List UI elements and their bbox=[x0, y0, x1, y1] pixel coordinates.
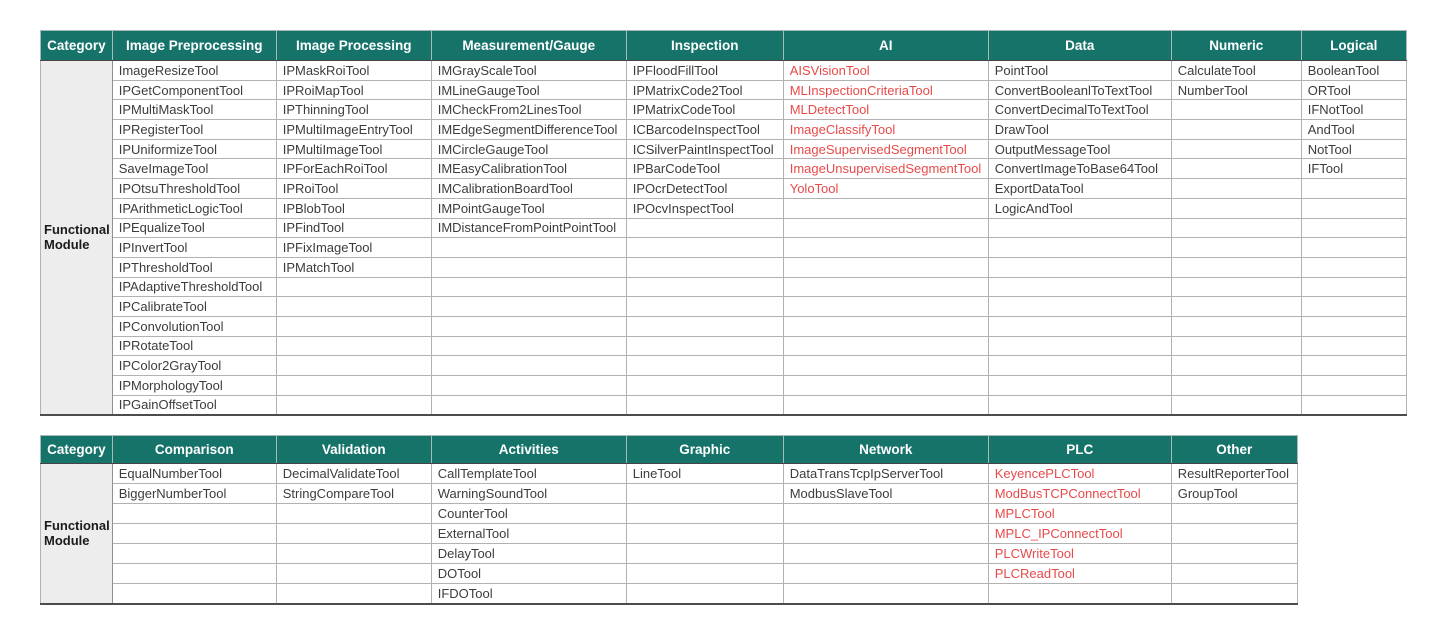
empty-cell bbox=[1171, 316, 1301, 336]
tool-cell-ipthresholdtool: IPThresholdTool bbox=[112, 257, 276, 277]
tool-cell-ipotsuthresholdtool: IPOtsuThresholdTool bbox=[112, 179, 276, 199]
empty-cell bbox=[1171, 395, 1301, 415]
table-row bbox=[41, 356, 1407, 376]
tool-cell-logicandtool: LogicAndTool bbox=[988, 198, 1171, 218]
empty-cell bbox=[112, 524, 276, 544]
empty-cell bbox=[988, 336, 1171, 356]
tool-cell-mlinspectioncriteriatool: MLInspectionCriteriaTool bbox=[783, 80, 988, 100]
table-row bbox=[41, 464, 1298, 484]
empty-cell bbox=[783, 257, 988, 277]
column-header-numeric: Numeric bbox=[1171, 31, 1301, 61]
empty-cell bbox=[988, 257, 1171, 277]
category-cell: Functional Module bbox=[41, 61, 113, 415]
empty-cell bbox=[1171, 277, 1301, 297]
empty-cell bbox=[1171, 120, 1301, 140]
empty-cell bbox=[1301, 316, 1406, 336]
tool-cell-resultreportertool: ResultReporterTool bbox=[1171, 464, 1297, 484]
tool-cell-biggernumbertool: BiggerNumberTool bbox=[112, 484, 276, 504]
tool-cell-impointgaugetool: IMPointGaugeTool bbox=[431, 198, 626, 218]
tool-cell-warningsoundtool: WarningSoundTool bbox=[431, 484, 626, 504]
tool-cell-plcreadtool: PLCReadTool bbox=[988, 564, 1171, 584]
empty-cell bbox=[626, 544, 783, 564]
column-header-comparison: Comparison bbox=[112, 436, 276, 464]
empty-cell bbox=[783, 584, 988, 604]
empty-cell bbox=[626, 504, 783, 524]
tool-cell-dotool: DOTool bbox=[431, 564, 626, 584]
table-row bbox=[41, 139, 1407, 159]
tool-cell-ipmultiimagetool: IPMultiImageTool bbox=[276, 139, 431, 159]
tool-cell-decimalvalidatetool: DecimalValidateTool bbox=[276, 464, 431, 484]
empty-cell bbox=[431, 395, 626, 415]
empty-cell bbox=[276, 277, 431, 297]
table-row bbox=[41, 584, 1298, 604]
empty-cell bbox=[626, 376, 783, 396]
tool-cell-nottool: NotTool bbox=[1301, 139, 1406, 159]
header-row bbox=[41, 31, 1407, 61]
empty-cell bbox=[276, 395, 431, 415]
empty-cell bbox=[431, 277, 626, 297]
tool-cell-ipfiximagetool: IPFixImageTool bbox=[276, 238, 431, 258]
tool-cell-convertdecimaltotexttool: ConvertDecimalToTextTool bbox=[988, 100, 1171, 120]
tool-cell-ipocrdetecttool: IPOcrDetectTool bbox=[626, 179, 783, 199]
empty-cell bbox=[1171, 376, 1301, 396]
empty-cell bbox=[1171, 297, 1301, 317]
tool-cell-ipcalibratetool: IPCalibrateTool bbox=[112, 297, 276, 317]
tool-cell-imageunsupervisedsegmenttool: ImageUnsupervisedSegmentTool bbox=[783, 159, 988, 179]
empty-cell bbox=[783, 395, 988, 415]
tool-cell-plcwritetool: PLCWriteTool bbox=[988, 544, 1171, 564]
column-header-network: Network bbox=[783, 436, 988, 464]
tool-cell-calltemplatetool: CallTemplateTool bbox=[431, 464, 626, 484]
empty-cell bbox=[276, 544, 431, 564]
column-header-inspection: Inspection bbox=[626, 31, 783, 61]
tool-cell-ipmultiimageentrytool: IPMultiImageEntryTool bbox=[276, 120, 431, 140]
empty-cell bbox=[783, 564, 988, 584]
empty-cell bbox=[783, 376, 988, 396]
table-row bbox=[41, 277, 1407, 297]
empty-cell bbox=[1301, 198, 1406, 218]
tool-cell-stringcomparetool: StringCompareTool bbox=[276, 484, 431, 504]
tool-cell-countertool: CounterTool bbox=[431, 504, 626, 524]
tool-cell-ifnottool: IFNotTool bbox=[1301, 100, 1406, 120]
empty-cell bbox=[1171, 584, 1297, 604]
tool-cell-yolotool: YoloTool bbox=[783, 179, 988, 199]
table-row bbox=[41, 484, 1298, 504]
empty-cell bbox=[1171, 179, 1301, 199]
empty-cell bbox=[1301, 179, 1406, 199]
empty-cell bbox=[112, 564, 276, 584]
empty-cell bbox=[1171, 257, 1301, 277]
tool-cell-ipinverttool: IPInvertTool bbox=[112, 238, 276, 258]
tool-cell-icsilverpaintinspecttool: ICSilverPaintInspectTool bbox=[626, 139, 783, 159]
empty-cell bbox=[1171, 100, 1301, 120]
tool-cell-ipbarcodetool: IPBarCodeTool bbox=[626, 159, 783, 179]
empty-cell bbox=[431, 257, 626, 277]
tool-cell-ipmatchtool: IPMatchTool bbox=[276, 257, 431, 277]
empty-cell bbox=[783, 277, 988, 297]
tool-cell-ipmaskroitool: IPMaskRoiTool bbox=[276, 61, 431, 81]
table-row bbox=[41, 544, 1298, 564]
tool-cell-ipgainoffsettool: IPGainOffsetTool bbox=[112, 395, 276, 415]
empty-cell bbox=[783, 356, 988, 376]
tool-cell-ortool: ORTool bbox=[1301, 80, 1406, 100]
header-row bbox=[41, 436, 1298, 464]
table-row bbox=[41, 504, 1298, 524]
empty-cell bbox=[783, 198, 988, 218]
column-header-image-preprocessing: Image Preprocessing bbox=[112, 31, 276, 61]
tool-cell-ipmultimasktool: IPMultiMaskTool bbox=[112, 100, 276, 120]
empty-cell bbox=[626, 356, 783, 376]
column-header-image-processing: Image Processing bbox=[276, 31, 431, 61]
column-header-other: Other bbox=[1171, 436, 1297, 464]
category-cell: Functional Module bbox=[41, 464, 113, 604]
table-row bbox=[41, 395, 1407, 415]
tool-cell-ipblobtool: IPBlobTool bbox=[276, 198, 431, 218]
empty-cell bbox=[1301, 218, 1406, 238]
tool-cell-equalnumbertool: EqualNumberTool bbox=[112, 464, 276, 484]
tool-cell-pointtool: PointTool bbox=[988, 61, 1171, 81]
empty-cell bbox=[626, 316, 783, 336]
column-header-data: Data bbox=[988, 31, 1171, 61]
empty-cell bbox=[1301, 277, 1406, 297]
tool-cell-ipmatrixcodetool: IPMatrixCodeTool bbox=[626, 100, 783, 120]
table-row bbox=[41, 257, 1407, 277]
empty-cell bbox=[988, 238, 1171, 258]
tool-cell-ipregistertool: IPRegisterTool bbox=[112, 120, 276, 140]
empty-cell bbox=[1301, 336, 1406, 356]
tool-cell-ipthinningtool: IPThinningTool bbox=[276, 100, 431, 120]
empty-cell bbox=[1301, 297, 1406, 317]
empty-cell bbox=[783, 544, 988, 564]
table-row bbox=[41, 179, 1407, 199]
empty-cell bbox=[626, 277, 783, 297]
tool-cell-linetool: LineTool bbox=[626, 464, 783, 484]
tool-cell-imagesupervisedsegmenttool: ImageSupervisedSegmentTool bbox=[783, 139, 988, 159]
empty-cell bbox=[988, 316, 1171, 336]
empty-cell bbox=[431, 356, 626, 376]
empty-cell bbox=[988, 584, 1171, 604]
empty-cell bbox=[276, 356, 431, 376]
empty-cell bbox=[112, 504, 276, 524]
empty-cell bbox=[431, 316, 626, 336]
column-header-validation: Validation bbox=[276, 436, 431, 464]
empty-cell bbox=[431, 238, 626, 258]
tool-cell-ipequalizetool: IPEqualizeTool bbox=[112, 218, 276, 238]
tool-cell-modbusslavetool: ModbusSlaveTool bbox=[783, 484, 988, 504]
tool-cell-imcalibrationboardtool: IMCalibrationBoardTool bbox=[431, 179, 626, 199]
empty-cell bbox=[1301, 395, 1406, 415]
empty-cell bbox=[988, 395, 1171, 415]
tool-cell-modbustcpconnecttool: ModBusTCPConnectTool bbox=[988, 484, 1171, 504]
empty-cell bbox=[783, 336, 988, 356]
tool-cell-booleantool: BooleanTool bbox=[1301, 61, 1406, 81]
empty-cell bbox=[988, 218, 1171, 238]
tool-cell-saveimagetool: SaveImageTool bbox=[112, 159, 276, 179]
empty-cell bbox=[988, 376, 1171, 396]
tool-cell-iparithmeticlogictool: IPArithmeticLogicTool bbox=[112, 198, 276, 218]
tool-cell-delaytool: DelayTool bbox=[431, 544, 626, 564]
tool-cell-imdistancefrompointpointtool: IMDistanceFromPointPointTool bbox=[431, 218, 626, 238]
table-row bbox=[41, 297, 1407, 317]
tool-cell-ifdotool: IFDOTool bbox=[431, 584, 626, 604]
empty-cell bbox=[1171, 218, 1301, 238]
table-row bbox=[41, 198, 1407, 218]
empty-cell bbox=[112, 544, 276, 564]
tool-cell-aisvisiontool: AISVisionTool bbox=[783, 61, 988, 81]
table-row bbox=[41, 524, 1298, 544]
table-row bbox=[41, 336, 1407, 356]
tool-cell-ipadaptivethresholdtool: IPAdaptiveThresholdTool bbox=[112, 277, 276, 297]
table-row bbox=[41, 61, 1407, 81]
empty-cell bbox=[626, 524, 783, 544]
empty-cell bbox=[626, 218, 783, 238]
empty-cell bbox=[783, 524, 988, 544]
tool-cell-ipmorphologytool: IPMorphologyTool bbox=[112, 376, 276, 396]
table-row bbox=[41, 218, 1407, 238]
empty-cell bbox=[1171, 356, 1301, 376]
tool-cell-iproimaptool: IPRoiMapTool bbox=[276, 80, 431, 100]
functional-module-table-top bbox=[40, 30, 1407, 416]
empty-cell bbox=[276, 564, 431, 584]
tool-cell-ipocvinspecttool: IPOcvInspectTool bbox=[626, 198, 783, 218]
empty-cell bbox=[276, 584, 431, 604]
empty-cell bbox=[988, 297, 1171, 317]
tool-cell-andtool: AndTool bbox=[1301, 120, 1406, 140]
table-row bbox=[41, 316, 1407, 336]
empty-cell bbox=[1171, 564, 1297, 584]
table-row bbox=[41, 238, 1407, 258]
tool-cell-icbarcodeinspecttool: ICBarcodeInspectTool bbox=[626, 120, 783, 140]
tool-cell-exportdatatool: ExportDataTool bbox=[988, 179, 1171, 199]
table-row bbox=[41, 80, 1407, 100]
tool-cell-keyenceplctool: KeyencePLCTool bbox=[988, 464, 1171, 484]
table-row bbox=[41, 100, 1407, 120]
tool-cell-mldetecttool: MLDetectTool bbox=[783, 100, 988, 120]
tool-cell-imgrayscaletool: IMGrayScaleTool bbox=[431, 61, 626, 81]
column-header-plc: PLC bbox=[988, 436, 1171, 464]
tool-cell-datatranstcpipservertool: DataTransTcpIpServerTool bbox=[783, 464, 988, 484]
tool-cell-ipgetcomponenttool: IPGetComponentTool bbox=[112, 80, 276, 100]
empty-cell bbox=[276, 316, 431, 336]
empty-cell bbox=[431, 376, 626, 396]
table-row bbox=[41, 120, 1407, 140]
tool-cell-imcirclegaugetool: IMCircleGaugeTool bbox=[431, 139, 626, 159]
empty-cell bbox=[431, 336, 626, 356]
empty-cell bbox=[988, 356, 1171, 376]
empty-cell bbox=[626, 484, 783, 504]
column-header-graphic: Graphic bbox=[626, 436, 783, 464]
table-row bbox=[41, 376, 1407, 396]
empty-cell bbox=[626, 297, 783, 317]
tool-cell-ipcolor2graytool: IPColor2GrayTool bbox=[112, 356, 276, 376]
tool-cell-externaltool: ExternalTool bbox=[431, 524, 626, 544]
tool-cell-imageclassifytool: ImageClassifyTool bbox=[783, 120, 988, 140]
empty-cell bbox=[1171, 524, 1297, 544]
table-row bbox=[41, 159, 1407, 179]
table-row bbox=[41, 564, 1298, 584]
tool-cell-imageresizetool: ImageResizeTool bbox=[112, 61, 276, 81]
empty-cell bbox=[1171, 139, 1301, 159]
tool-cell-calculatetool: CalculateTool bbox=[1171, 61, 1301, 81]
tool-cell-iftool: IFTool bbox=[1301, 159, 1406, 179]
tool-cell-convertimagetobase64tool: ConvertImageToBase64Tool bbox=[988, 159, 1171, 179]
functional-module-table-bottom bbox=[40, 435, 1298, 605]
tool-cell-ipfloodfilltool: IPFloodFillTool bbox=[626, 61, 783, 81]
tool-cell-drawtool: DrawTool bbox=[988, 120, 1171, 140]
empty-cell bbox=[626, 238, 783, 258]
empty-cell bbox=[988, 277, 1171, 297]
column-header-category: Category bbox=[41, 436, 113, 464]
empty-cell bbox=[626, 336, 783, 356]
tool-cell-mplc-ipconnecttool: MPLC_IPConnectTool bbox=[988, 524, 1171, 544]
empty-cell bbox=[1171, 336, 1301, 356]
column-header-logical: Logical bbox=[1301, 31, 1406, 61]
empty-cell bbox=[276, 297, 431, 317]
empty-cell bbox=[1301, 257, 1406, 277]
column-header-activities: Activities bbox=[431, 436, 626, 464]
tool-cell-grouptool: GroupTool bbox=[1171, 484, 1297, 504]
column-header-measurement-gauge: Measurement/Gauge bbox=[431, 31, 626, 61]
empty-cell bbox=[783, 504, 988, 524]
tool-cell-iprotatetool: IPRotateTool bbox=[112, 336, 276, 356]
empty-cell bbox=[1301, 238, 1406, 258]
tool-cell-mplctool: MPLCTool bbox=[988, 504, 1171, 524]
tool-cell-iproitool: IPRoiTool bbox=[276, 179, 431, 199]
column-header-ai: AI bbox=[783, 31, 988, 61]
empty-cell bbox=[276, 336, 431, 356]
empty-cell bbox=[783, 238, 988, 258]
empty-cell bbox=[626, 395, 783, 415]
empty-cell bbox=[1171, 238, 1301, 258]
empty-cell bbox=[112, 584, 276, 604]
tool-cell-imedgesegmentdifferencetool: IMEdgeSegmentDifferenceTool bbox=[431, 120, 626, 140]
tool-cell-ipuniformizetool: IPUniformizeTool bbox=[112, 139, 276, 159]
empty-cell bbox=[276, 504, 431, 524]
tool-cell-ipconvolutiontool: IPConvolutionTool bbox=[112, 316, 276, 336]
empty-cell bbox=[276, 524, 431, 544]
tool-cell-imlinegaugetool: IMLineGaugeTool bbox=[431, 80, 626, 100]
empty-cell bbox=[783, 316, 988, 336]
tool-cell-ipmatrixcode2tool: IPMatrixCode2Tool bbox=[626, 80, 783, 100]
column-header-category: Category bbox=[41, 31, 113, 61]
empty-cell bbox=[1301, 376, 1406, 396]
empty-cell bbox=[1171, 504, 1297, 524]
empty-cell bbox=[431, 297, 626, 317]
tool-cell-numbertool: NumberTool bbox=[1171, 80, 1301, 100]
tool-cell-outputmessagetool: OutputMessageTool bbox=[988, 139, 1171, 159]
empty-cell bbox=[783, 218, 988, 238]
empty-cell bbox=[626, 584, 783, 604]
empty-cell bbox=[1171, 544, 1297, 564]
tool-cell-imeasycalibrationtool: IMEasyCalibrationTool bbox=[431, 159, 626, 179]
empty-cell bbox=[1171, 198, 1301, 218]
tool-cell-ipforeachroitool: IPForEachRoiTool bbox=[276, 159, 431, 179]
empty-cell bbox=[626, 257, 783, 277]
empty-cell bbox=[626, 564, 783, 584]
tool-cell-convertbooleanltotexttool: ConvertBooleanlToTextTool bbox=[988, 80, 1171, 100]
empty-cell bbox=[276, 376, 431, 396]
tool-cell-ipfindtool: IPFindTool bbox=[276, 218, 431, 238]
tool-cell-imcheckfrom2linestool: IMCheckFrom2LinesTool bbox=[431, 100, 626, 120]
empty-cell bbox=[1301, 356, 1406, 376]
empty-cell bbox=[1171, 159, 1301, 179]
empty-cell bbox=[783, 297, 988, 317]
